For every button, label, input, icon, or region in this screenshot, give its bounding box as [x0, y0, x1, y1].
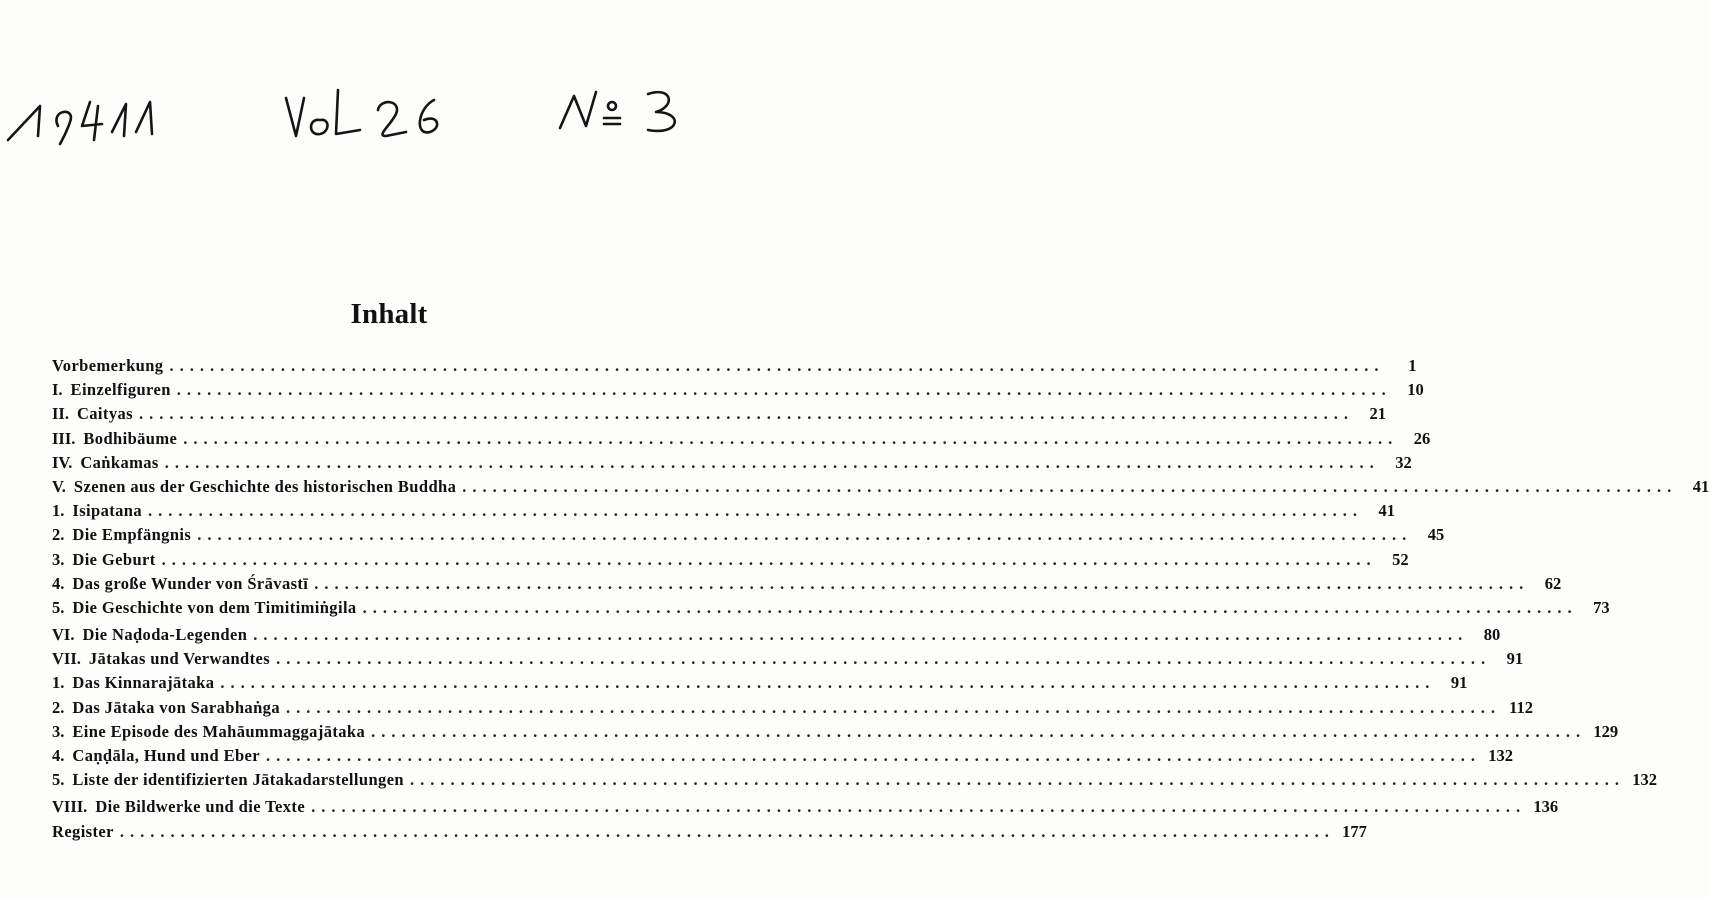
- toc-entry-title: Das große Wunder von Śrāvastī: [72, 573, 309, 593]
- toc-entry: [52, 525, 1445, 549]
- toc-entry-page: 45: [1427, 525, 1445, 545]
- handwriting-signature: [0, 40, 778, 150]
- toc-entry-page: 132: [1632, 770, 1658, 790]
- table-of-contents: [52, 356, 1709, 846]
- toc-entry-number: 3.: [52, 549, 65, 569]
- toc-leader-dots: ........................................................................................................................: [148, 501, 1363, 521]
- toc-entry-page: 73: [1593, 597, 1610, 617]
- toc-entry-page: 132: [1488, 746, 1514, 765]
- handwritten-note: [0, 40, 778, 150]
- toc-leader-dots: ........................................................................................................................: [220, 673, 1436, 693]
- toc-entry-page: 10: [1407, 380, 1424, 400]
- toc-entry: [52, 549, 1409, 574]
- toc-entry-number: V.: [52, 476, 66, 496]
- toc-entry-title: Die Geschichte von dem Timitimiṅgila: [72, 597, 357, 617]
- toc-entry-title: Vorbemerkung: [52, 356, 164, 375]
- toc-entry-page: 26: [1413, 428, 1431, 448]
- toc-entry-number: 5.: [52, 597, 65, 617]
- toc-entry: [52, 673, 1468, 697]
- toc-leader-dots: ........................................................................................................................: [266, 746, 1482, 765]
- toc-entry-number: 3.: [52, 721, 65, 741]
- toc-leader-dots: ........................................................................................................................: [197, 525, 1413, 545]
- toc-entry-number: VII.: [52, 649, 81, 669]
- toc-entry-title: Caṅkamas: [80, 452, 159, 472]
- toc-entry-title: Szenen aus der Geschichte des historischen Buddha: [73, 476, 457, 496]
- toc-entry: [52, 721, 1619, 746]
- toc-entry-title: Jātakas und Verwandtes: [88, 649, 271, 669]
- toc-entry: [52, 501, 1395, 525]
- toc-entry: [52, 597, 1610, 622]
- toc-entry-page: 1: [1408, 356, 1417, 375]
- toc-entry-number: VI.: [52, 625, 75, 645]
- toc-entry-page: 91: [1450, 673, 1468, 693]
- toc-entry: [52, 428, 1431, 453]
- toc-entry-number: I.: [52, 380, 63, 400]
- toc-entry-page: 41: [1378, 501, 1395, 521]
- toc-entry: [52, 746, 1514, 770]
- toc-entry-page: 52: [1392, 549, 1409, 569]
- toc-entry-page: 129: [1593, 721, 1619, 741]
- toc-entry: [52, 452, 1412, 477]
- toc-entry-number: 2.: [52, 697, 65, 717]
- toc-entry-page: 62: [1544, 573, 1562, 593]
- toc-entry-title: Register: [52, 821, 114, 841]
- toc-entry-title: Das Jātaka von Sarabhaṅga: [72, 697, 280, 717]
- toc-entry: [52, 404, 1386, 428]
- toc-entry-number: II.: [52, 404, 69, 424]
- toc-leader-dots: ........................................................................................................................: [176, 380, 1392, 400]
- toc-entry-title: Bodhibäume: [83, 428, 178, 448]
- toc-leader-dots: ........................................................................................................................: [410, 770, 1626, 790]
- toc-leader-dots: ........................................................................................................................: [164, 452, 1380, 472]
- toc-leader-dots: ........................................................................................................................: [311, 797, 1527, 817]
- toc-entry: [52, 356, 1417, 380]
- toc-entry-page: 32: [1395, 452, 1412, 472]
- toc-entry-title: Die Naḍoda-Legenden: [82, 625, 248, 645]
- toc-entry-page: 112: [1509, 697, 1533, 717]
- toc-entry-number: VIII.: [52, 797, 88, 817]
- toc-entry-title: Einzelfiguren: [70, 380, 171, 400]
- toc-entry: [52, 573, 1562, 598]
- toc-leader-dots: ........................................................................................................................: [119, 821, 1335, 841]
- page-title: Inhalt: [350, 298, 428, 330]
- toc-leader-dots: ........................................................................................................................: [276, 649, 1492, 669]
- toc-entry-page: 177: [1342, 821, 1367, 841]
- toc-entry-number: 1.: [52, 501, 65, 521]
- toc-entry: [52, 380, 1424, 404]
- toc-entry-page: 21: [1369, 404, 1386, 424]
- toc-entry-number: 2.: [52, 525, 65, 545]
- toc-entry: [52, 697, 1533, 722]
- toc-entry-page: 41: [1692, 476, 1709, 496]
- toc-entry-title: Caityas: [76, 404, 133, 424]
- toc-leader-dots: ........................................................................................................................: [183, 428, 1399, 448]
- toc-leader-dots: ........................................................................................................................: [161, 549, 1377, 569]
- toc-entry-number: 4.: [52, 746, 65, 765]
- toc-entry-number: III.: [52, 428, 76, 448]
- toc-entry-title: Liste der identifizierten Jātakadarstellungen: [72, 770, 405, 790]
- toc-leader-dots: ........................................................................................................................: [285, 697, 1501, 717]
- toc-entry-number: 4.: [52, 573, 65, 593]
- toc-entry: [52, 625, 1501, 649]
- toc-entry-title: Eine Episode des Mahāummaggajātaka: [72, 721, 366, 741]
- toc-entry-title: Isipatana: [72, 501, 142, 521]
- toc-leader-dots: ........................................................................................................................: [169, 356, 1385, 375]
- toc-leader-dots: ........................................................................................................................: [314, 573, 1530, 593]
- toc-entry-title: Die Geburt: [72, 549, 156, 569]
- toc-entry-number: IV.: [52, 452, 73, 472]
- toc-entry-title: Die Empfängnis: [72, 525, 192, 545]
- toc-entry: [52, 821, 1367, 846]
- toc-entry-page: 91: [1506, 649, 1524, 669]
- toc-entry: [52, 770, 1658, 794]
- toc-leader-dots: ........................................................................................................................: [362, 597, 1578, 617]
- toc-entry-title: Das Kinnarajātaka: [72, 673, 215, 693]
- toc-entry: [52, 649, 1524, 673]
- toc-entry-title: Caṇḍāla, Hund und Eber: [72, 746, 261, 765]
- toc-entry-title: Die Bildwerke und die Texte: [95, 797, 306, 817]
- toc-entry: [52, 476, 1709, 501]
- toc-entry-number: 5.: [52, 770, 65, 790]
- toc-entry: [52, 797, 1559, 821]
- toc-leader-dots: ........................................................................................................................: [371, 721, 1587, 741]
- toc-entry-page: 80: [1483, 625, 1501, 645]
- toc-leader-dots: ........................................................................................................................: [138, 404, 1354, 424]
- toc-entry-number: 1.: [52, 673, 65, 693]
- toc-leader-dots: ........................................................................................................................: [462, 476, 1678, 496]
- toc-entry-page: 136: [1533, 797, 1559, 817]
- toc-leader-dots: ........................................................................................................................: [253, 625, 1469, 645]
